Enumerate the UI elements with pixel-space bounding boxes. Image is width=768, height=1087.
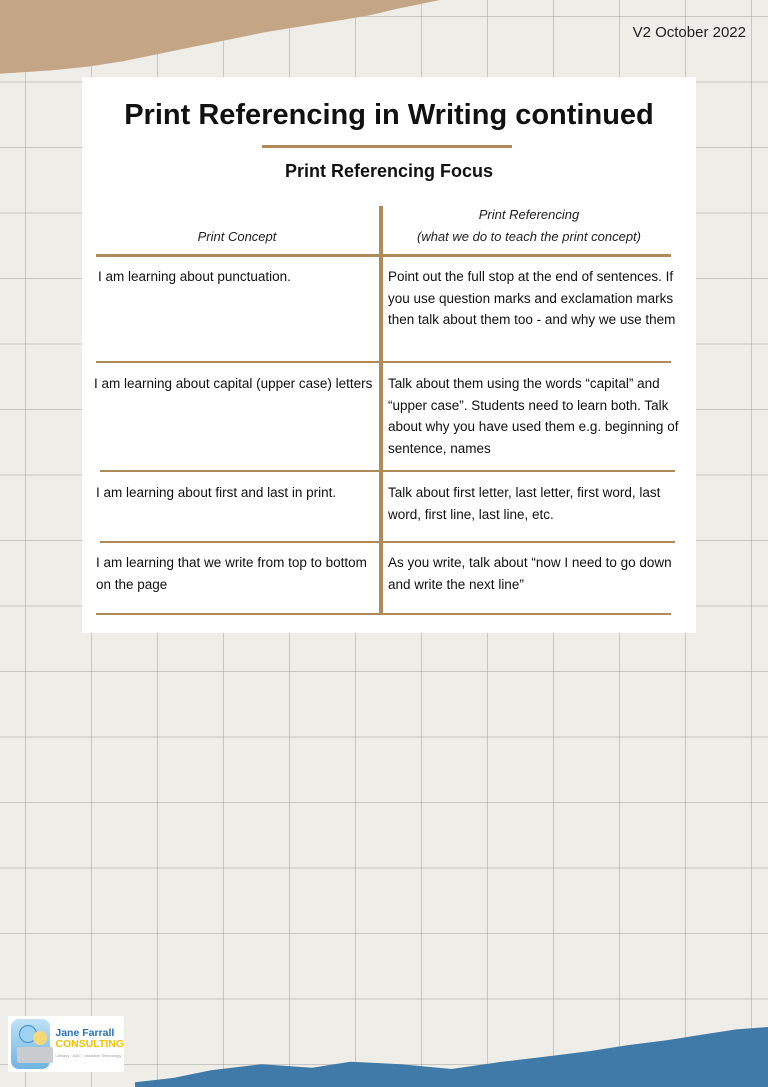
version-label: V2 October 2022 [632,24,746,41]
people-laptop-icon [11,1019,50,1069]
table-bottom-rule [96,613,671,615]
page-title: Print Referencing in Writing continued [124,99,654,131]
row-2-referencing: Talk about them using the words “capital” and “upper case”. Students need to learn both. Talk about why you have used them e.g. beginning of sentence, names [388,376,679,456]
column-divider [379,206,383,615]
row-4-referencing: As you write, talk about “now I need to go down and write the next line” [388,555,672,592]
title-divider [262,145,512,148]
header-print-concept: Print Concept [197,229,277,244]
logo-tagline: CONSULTING [55,1037,124,1050]
row-2-concept: I am learning about capital (upper case) letters [94,376,373,391]
content-card [82,77,696,633]
logo-name: Jane Farrall [55,1026,115,1039]
row-4-concept: I am learning that we write from top to bottom on the page [96,555,367,592]
row-rule [96,361,671,363]
row-3-referencing: Talk about first letter, last letter, first word, last word, first line, last line, etc. [388,485,661,522]
row-rule [100,541,675,543]
header-print-referencing-sub: (what we do to teach the print concept) [416,229,641,244]
row-3-concept: I am learning about first and last in print. [96,485,337,500]
row-rule [100,470,675,472]
header-print-referencing: Print Referencing [478,207,580,222]
header-rule [96,254,671,257]
company-logo [8,1016,124,1072]
row-1-referencing: Point out the full stop at the end of sentences. If you use question marks and exclamation marks then talk about them too - and why we use them [388,269,676,327]
row-1-concept: I am learning about punctuation. [98,269,291,284]
page-subtitle: Print Referencing Focus [284,161,494,181]
logo-small-text: Literacy · AAC · Assistive Technology [55,1052,122,1058]
torn-paper-bottom-decoration [135,1027,768,1087]
